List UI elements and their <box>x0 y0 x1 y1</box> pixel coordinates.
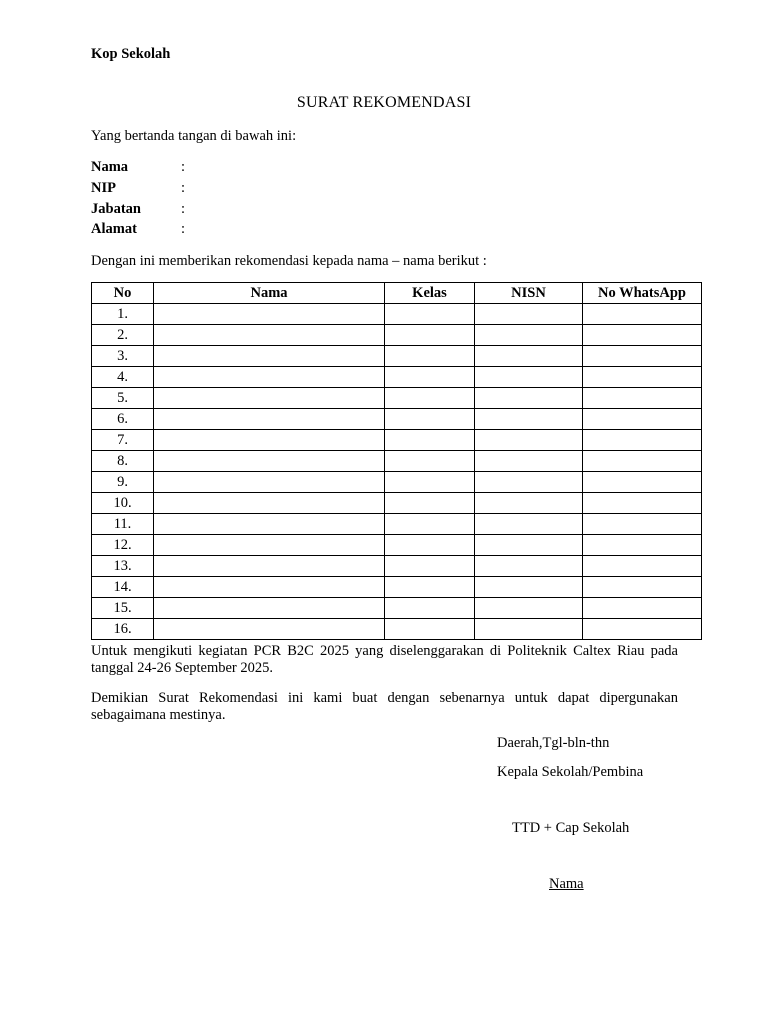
cell-nisn <box>475 598 583 619</box>
row-number: 14. <box>92 577 154 598</box>
table-row <box>92 493 702 514</box>
cell-nisn <box>475 577 583 598</box>
row-number: 13. <box>92 556 154 577</box>
signature-place-date: Daerah,Tgl-bln-thn <box>497 735 610 751</box>
cell-whatsapp <box>583 367 702 388</box>
cell-kelas <box>385 451 475 472</box>
row-number: 3. <box>92 346 154 367</box>
cell-nisn <box>475 472 583 493</box>
column-header-nisn: NISN <box>475 283 583 304</box>
cell-nama <box>154 304 385 325</box>
table-row <box>92 367 702 388</box>
cell-whatsapp <box>583 556 702 577</box>
table-header-row <box>92 283 702 304</box>
cell-kelas <box>385 430 475 451</box>
cell-whatsapp <box>583 430 702 451</box>
cell-nisn <box>475 367 583 388</box>
cell-kelas <box>385 346 475 367</box>
row-number: 15. <box>92 598 154 619</box>
cell-nama <box>154 535 385 556</box>
field-colon: : <box>181 200 186 217</box>
row-number: 9. <box>92 472 154 493</box>
cell-kelas <box>385 598 475 619</box>
table-row <box>92 430 702 451</box>
lead-text: Dengan ini memberikan rekomendasi kepada nama – nama berikut : <box>91 253 487 269</box>
column-header-whatsapp: No WhatsApp <box>583 283 702 304</box>
cell-nisn <box>475 430 583 451</box>
field-colon: : <box>181 159 186 175</box>
row-number: 5. <box>92 388 154 409</box>
table-row <box>92 577 702 598</box>
cell-nisn <box>475 451 583 472</box>
cell-whatsapp <box>583 346 702 367</box>
cell-whatsapp <box>583 535 702 556</box>
cell-whatsapp <box>583 388 702 409</box>
table-row <box>92 304 702 325</box>
cell-kelas <box>385 367 475 388</box>
cell-kelas <box>385 535 475 556</box>
row-number: 12. <box>92 535 154 556</box>
cell-nama <box>154 472 385 493</box>
cell-nisn <box>475 346 583 367</box>
cell-nisn <box>475 556 583 577</box>
row-number: 2. <box>92 325 154 346</box>
row-number: 1. <box>92 304 154 325</box>
signature-role: Kepala Sekolah/Pembina <box>497 764 644 780</box>
cell-nisn <box>475 493 583 514</box>
cell-nisn <box>475 535 583 556</box>
table-row <box>92 451 702 472</box>
field-jabatan <box>91 201 201 222</box>
cell-nama <box>154 514 385 535</box>
table-row <box>92 556 702 577</box>
table-body <box>92 304 702 640</box>
cell-nama <box>154 367 385 388</box>
row-number: 10. <box>92 493 154 514</box>
row-number: 4. <box>92 367 154 388</box>
field-nama <box>91 159 201 180</box>
column-header-no: No <box>92 283 154 304</box>
cell-nisn <box>475 409 583 430</box>
signer-fields <box>91 159 201 242</box>
field-label: Alamat <box>91 221 137 238</box>
cell-whatsapp <box>583 598 702 619</box>
table-row <box>92 472 702 493</box>
cell-nisn <box>475 388 583 409</box>
field-colon: : <box>181 221 186 238</box>
field-label: Nama <box>91 159 129 175</box>
cell-nama <box>154 409 385 430</box>
cell-nama <box>154 325 385 346</box>
cell-kelas <box>385 619 475 640</box>
cell-kelas <box>385 325 475 346</box>
table-row <box>92 535 702 556</box>
cell-kelas <box>385 577 475 598</box>
cell-kelas <box>385 388 475 409</box>
cell-kelas <box>385 304 475 325</box>
cell-whatsapp <box>583 514 702 535</box>
table-row <box>92 619 702 640</box>
cell-nisn <box>475 304 583 325</box>
cell-nisn <box>475 325 583 346</box>
field-colon: : <box>181 179 186 196</box>
field-alamat <box>91 221 201 242</box>
recommendation-table <box>91 282 702 640</box>
cell-whatsapp <box>583 472 702 493</box>
cell-whatsapp <box>583 577 702 598</box>
field-label: NIP <box>91 179 116 196</box>
cell-nama <box>154 598 385 619</box>
row-number: 16. <box>92 619 154 640</box>
document-title: SURAT REKOMENDASI <box>296 94 472 111</box>
table-row <box>92 325 702 346</box>
table-row <box>92 598 702 619</box>
column-header-nama: Nama <box>154 283 385 304</box>
row-number: 8. <box>92 451 154 472</box>
row-number: 11. <box>92 514 154 535</box>
cell-whatsapp <box>583 409 702 430</box>
cell-nisn <box>475 514 583 535</box>
letterhead: Kop Sekolah <box>91 46 171 62</box>
table-row <box>92 409 702 430</box>
cell-nama <box>154 493 385 514</box>
cell-nama <box>154 619 385 640</box>
intro-text: Yang bertanda tangan di bawah ini: <box>91 128 297 144</box>
cell-kelas <box>385 556 475 577</box>
cell-nama <box>154 388 385 409</box>
cell-kelas <box>385 472 475 493</box>
cell-nama <box>154 577 385 598</box>
cell-kelas <box>385 514 475 535</box>
field-nip <box>91 180 201 201</box>
table-row <box>92 346 702 367</box>
row-number: 7. <box>92 430 154 451</box>
cell-whatsapp <box>583 304 702 325</box>
table-row <box>92 388 702 409</box>
signature-stamp: TTD + Cap Sekolah <box>512 820 630 836</box>
table-row <box>92 514 702 535</box>
row-number: 6. <box>92 409 154 430</box>
cell-nama <box>154 430 385 451</box>
cell-kelas <box>385 409 475 430</box>
cell-whatsapp <box>583 451 702 472</box>
cell-whatsapp <box>583 619 702 640</box>
signature-name: Nama <box>549 876 584 892</box>
field-label: Jabatan <box>91 200 141 217</box>
cell-kelas <box>385 493 475 514</box>
cell-whatsapp <box>583 493 702 514</box>
closing-paragraph: Demikian Surat Rekomendasi ini kami buat dengan sebenarnya untuk dapat dipergunakan sebagaimana mestinya. <box>91 690 678 723</box>
cell-nama <box>154 346 385 367</box>
column-header-kelas: Kelas <box>385 283 475 304</box>
cell-nisn <box>475 619 583 640</box>
cell-whatsapp <box>583 325 702 346</box>
cell-nama <box>154 451 385 472</box>
cell-nama <box>154 556 385 577</box>
purpose-paragraph: Untuk mengikuti kegiatan PCR B2C 2025 yang diselenggarakan di Politeknik Caltex Riau pada tanggal 24-26 September 2025. <box>91 643 678 676</box>
